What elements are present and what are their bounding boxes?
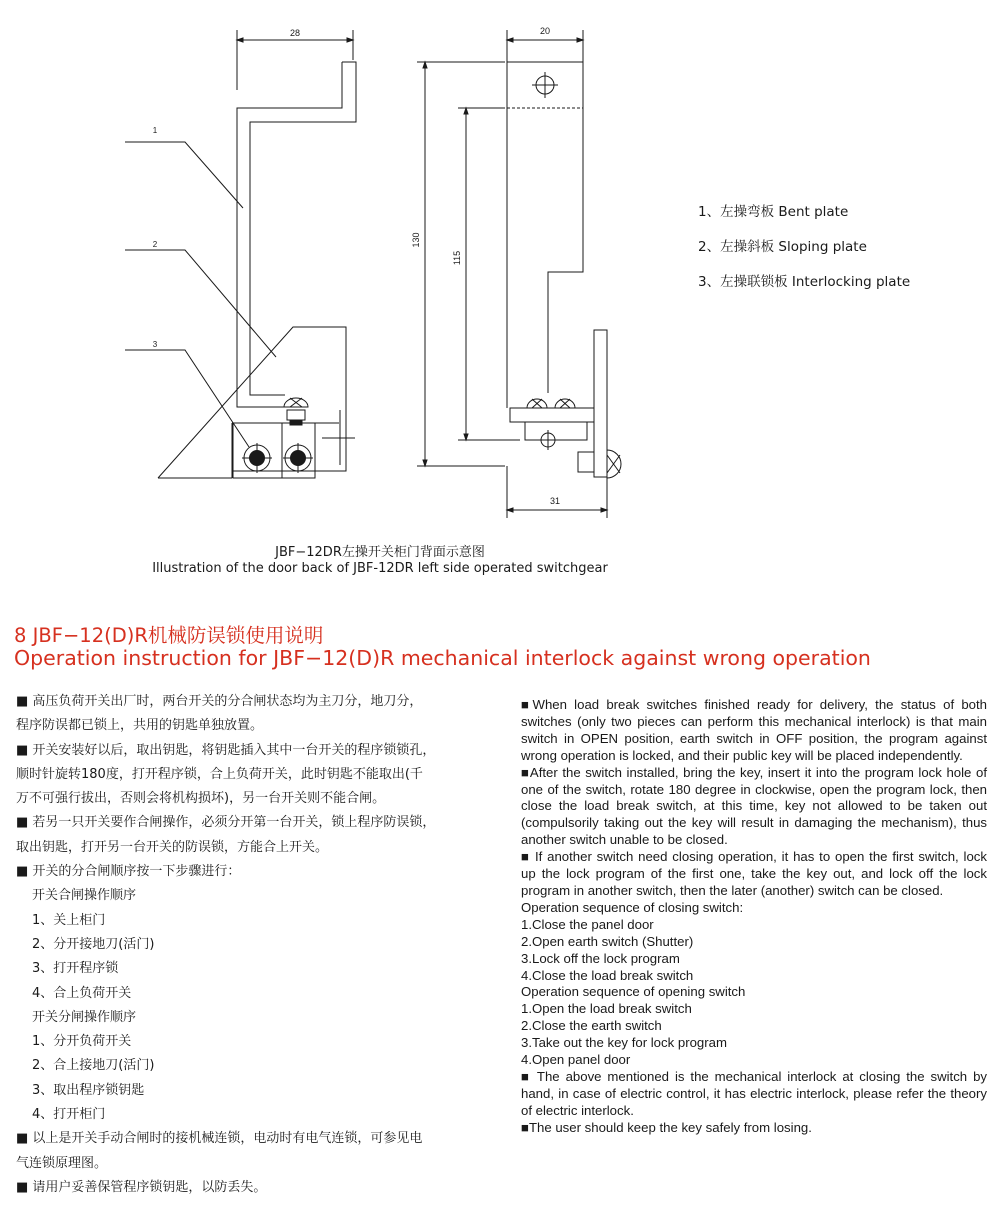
en-line: 3.Lock off the lock program: [521, 950, 680, 966]
dim-label-20: 20: [539, 26, 551, 36]
cn-line: 取出钥匙，打开另一台开关的防误锁，方能合上开关。: [16, 839, 329, 855]
legend-item-sloping-plate: 2、左操斜板 Sloping plate: [698, 239, 867, 255]
en-line: 2.Close the earth switch: [521, 1018, 662, 1034]
instructions-cn: [16, 690, 496, 1200]
cn-line: 程序防误都已锁上，共用的钥匙单独放置。: [16, 718, 264, 734]
dim-label-130: 130: [411, 232, 421, 248]
leader-label-2: 2: [152, 240, 158, 249]
cn-line: 3、取出程序锁钥匙: [32, 1082, 145, 1098]
cn-line: 1、关上柜门: [32, 912, 106, 928]
en-line: Operation sequence of closing switch:: [521, 899, 744, 915]
en-line: 4.Open panel door: [521, 1052, 631, 1068]
section-title-en: Operation instruction for JBF−12(D)R mechanical interlock against wrong operation: [14, 646, 871, 670]
cn-line: 2、分开接地刀(活门): [32, 936, 155, 952]
cn-line: 1、分开负荷开关: [32, 1034, 132, 1050]
cn-line: 2、合上接地刀(活门): [32, 1058, 155, 1074]
en-line: 4.Close the load break switch: [521, 967, 694, 983]
leader-label-3: 3: [152, 340, 158, 349]
cn-line: ■ 若另一只开关要作合闸操作，必须分开第一台开关，锁上程序防误锁，: [16, 815, 436, 831]
cn-line: ■ 开关的分合闸顺序按一下步骤进行：: [16, 864, 241, 880]
cn-line: 万不可强行拔出，否则会将机构损坏)，另一台开关则不能合闸。: [16, 791, 386, 807]
en-line: 1.Close the panel door: [521, 916, 654, 932]
figure-caption-cn: JBF−12DR左操开关柜门背面示意图: [275, 545, 485, 560]
en-paragraph: ■The user should keep the key safely from losing.: [521, 1119, 812, 1135]
cn-line: ■ 请用户妥善保管程序锁钥匙，以防丢失。: [16, 1179, 267, 1195]
cn-line: 4、合上负荷开关: [32, 985, 132, 1001]
dim-label-31: 31: [549, 496, 561, 506]
en-line: Operation sequence of opening switch: [521, 984, 746, 1000]
en-paragraph: ■When load break switches finished ready for delivery, the status of both switches (only two pieces can perform this mechanical interlock) is that main switch in OPEN position, earth switch in OFF position, the program against wrong operation is locked, and their public key will be placed independently.: [521, 697, 987, 763]
cn-line: 气连锁原理图。: [16, 1155, 108, 1171]
en-line: 1.Open the load break switch: [521, 1001, 692, 1017]
dim-label-28: 28: [289, 28, 301, 38]
cn-line: ■ 开关安装好以后，取出钥匙，将钥匙插入其中一台开关的程序锁锁孔，: [16, 742, 436, 758]
en-line: 2.Open earth switch (Shutter): [521, 933, 694, 949]
right-drawing: [417, 30, 621, 518]
en-line: 3.Take out the key for lock program: [521, 1035, 727, 1051]
dim-label-115: 115: [452, 250, 462, 266]
section-title-cn: 8 JBF−12(D)R机械防误锁使用说明: [14, 624, 324, 647]
cn-line: 3、打开程序锁: [32, 961, 119, 977]
en-paragraph: ■After the switch installed, bring the key, insert it into the program lock hole of one of the switch, rotate 180 degree in clockwise, open the program lock, then close the load break switch, at this time, key not allowed to be taken out (compulsorily taking out the key will result in damaging the mechanism), thus another switch unable to be closed.: [521, 764, 987, 848]
left-drawing: [125, 30, 356, 478]
en-paragraph: ■ If another switch need closing operation, it has to open the first switch, lock up the lock program of the first one, take the key out, and lock off the lock program in another switch, then the later (another) switch can be closed.: [521, 849, 987, 898]
leader-label-1: 1: [152, 126, 158, 135]
cn-line: 开关合闸操作顺序: [32, 888, 137, 904]
figure-caption-en: Illustration of the door back of JBF-12DR left side operated switchgear: [152, 561, 608, 576]
instructions-en: [521, 697, 987, 1137]
legend-item-bent-plate: 1、左操弯板 Bent plate: [698, 204, 849, 220]
legend-item-interlocking-plate: 3、左操联锁板 Interlocking plate: [698, 274, 911, 290]
cn-line: ■ 高压负荷开关出厂时，两台开关的分合闸状态均为主刀分，地刀分，: [16, 694, 423, 709]
cn-line: ■ 以上是开关手动合闸时的接机械连锁，电动时有电气连锁，可参见电: [16, 1131, 423, 1147]
cn-line: 开关分闸操作顺序: [32, 1009, 137, 1025]
cn-line: 4、打开柜门: [32, 1107, 106, 1123]
cn-line: 顺时针旋转180度，打开程序锁，合上负荷开关，此时钥匙不能取出(千: [16, 766, 423, 782]
parts-legend: [698, 200, 910, 305]
en-paragraph: ■ The above mentioned is the mechanical interlock at closing the switch by hand, in case of electric control, it has electric interlock, please refer the theory of electric interlock.: [521, 1068, 987, 1118]
